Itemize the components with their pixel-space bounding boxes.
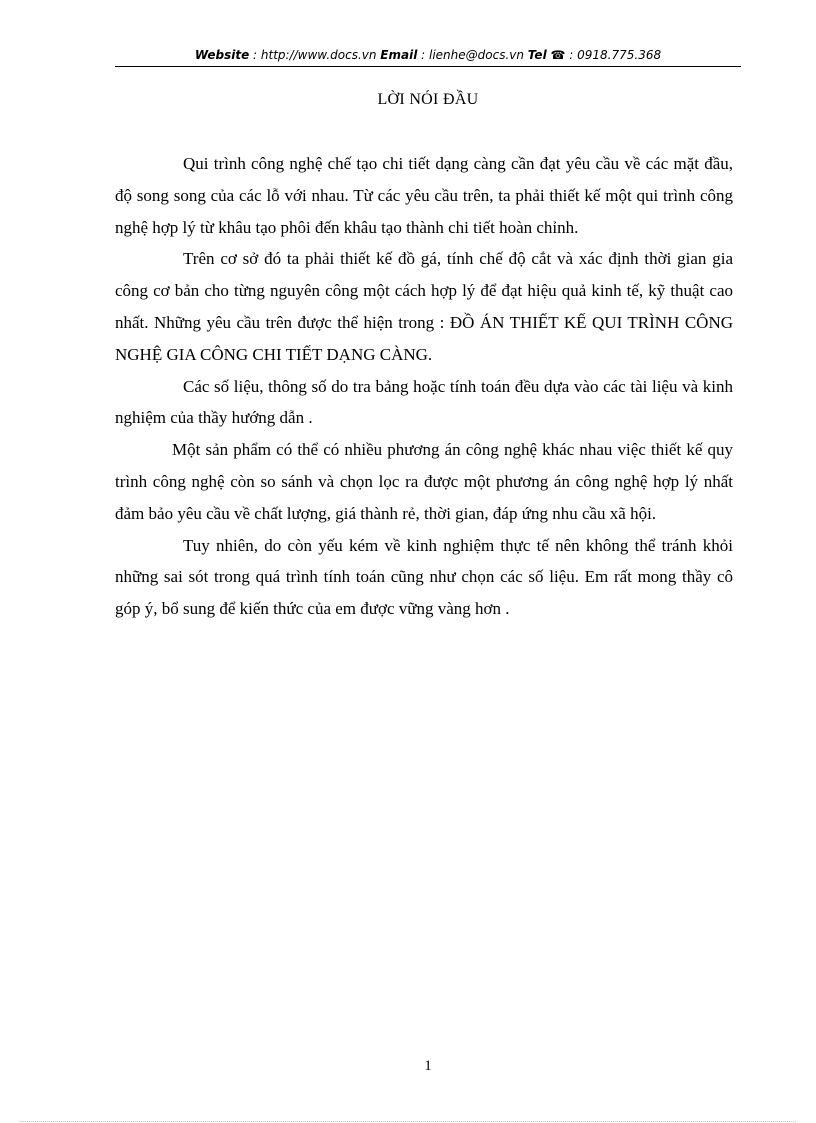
- page-number: 1: [424, 1058, 432, 1074]
- website-value: : http://www.docs.vn: [249, 48, 381, 62]
- paragraph-5: Tuy nhiên, do còn yếu kém về kinh nghiệm thực tế nên không thể tránh khỏi những sai sót trong quá trình tính toán cũng như chọn các số liệu. Em rất mong thầy cô góp ý, bổ sung để kiến thức của em được vững vàng hơn .: [115, 535, 733, 619]
- header-divider: [115, 66, 741, 67]
- email-value: : lienhe@docs.vn: [417, 48, 528, 62]
- paragraph-4: Một sản phẩm có thể có nhiều phương án công nghệ khác nhau việc thiết kế quy trình công nghệ còn so sánh và chọn lọc ra được một phương án công nghệ hợp lý nhất đảm bảo yêu cầu về chất lượng, giá thành rẻ, thời gian, đáp ứng nhu cầu xã hội.: [115, 440, 733, 523]
- body-text: [115, 148, 733, 625]
- email-label: Email: [380, 48, 418, 62]
- paragraph-1: Qui trình công nghệ chế tạo chi tiết dạng càng cần đạt yêu cầu về các mặt đầu, độ song song của các lỗ với nhau. Từ các yêu cầu trên, ta phải thiết kế một qui trình công nghệ hợp lý từ khâu tạo phôi đến khâu tạo thành chi tiết hoàn chỉnh.: [115, 154, 733, 237]
- document-title: LỜI NÓI ĐẦU: [377, 91, 479, 108]
- page-header: [115, 47, 741, 63]
- paragraph-3: Các số liệu, thông số do tra bảng hoặc tính toán đều dựa vào các tài liệu và kinh nghiệm của thầy hướng dẫn .: [115, 376, 733, 428]
- website-label: Website: [194, 48, 250, 62]
- page-bottom-border: [20, 1121, 796, 1122]
- tel-value: ☎ : 0918.775.368: [546, 48, 662, 62]
- tel-label: Tel: [527, 48, 547, 62]
- paragraph-2: Trên cơ sở đó ta phải thiết kế đồ gá, tính chế độ cắt và xác định thời gian gia công cơ bản cho từng nguyên công một cách hợp lý để đạt hiệu quả kinh tế, kỹ thuật cao nhất. Những yêu cầu trên được thể hiện trong : ĐỒ ÁN THIẾT KẾ QUI TRÌNH CÔNG NGHỆ GIA CÔNG CHI TIẾT DẠNG CÀNG.: [115, 249, 733, 364]
